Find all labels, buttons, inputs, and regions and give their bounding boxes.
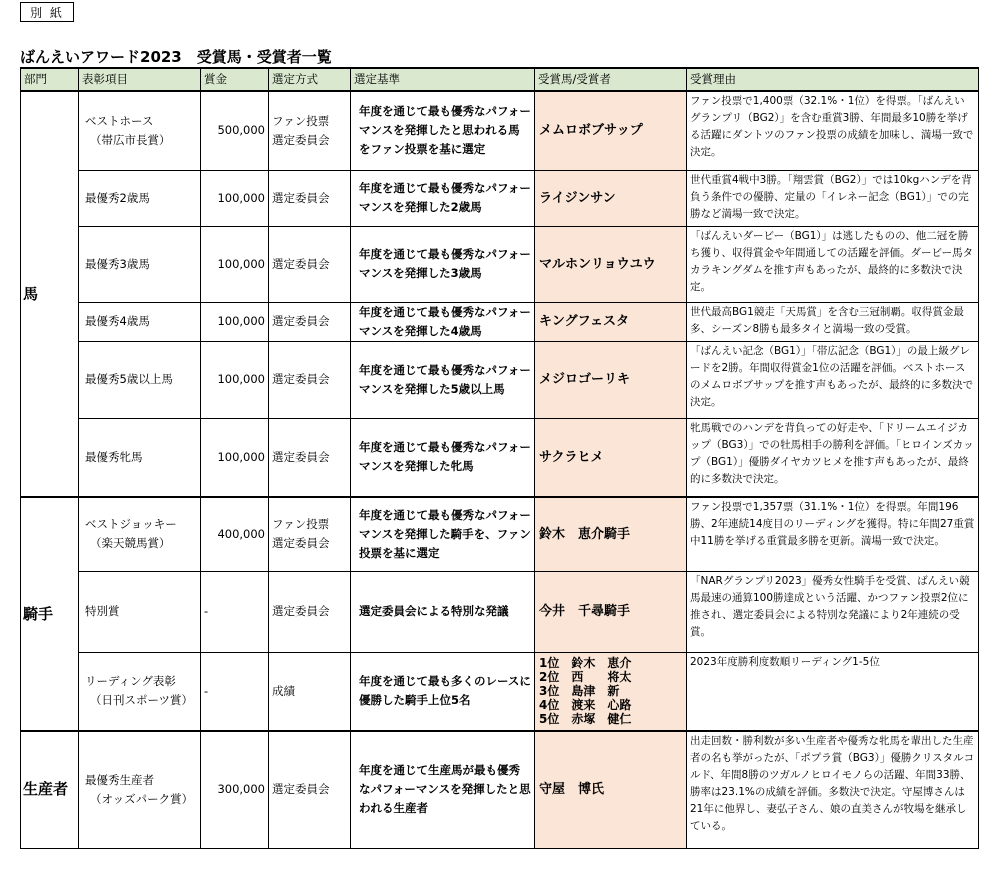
- table-row: [21, 571, 979, 652]
- table-row: [21, 497, 979, 571]
- prize-value: -: [201, 652, 269, 731]
- prize-value: 400,000: [201, 497, 269, 571]
- award-reason: 「ばんえいダービー（BG1）」は逃したものの、他二冠を勝ち獲り、収得賞金や年間通しての活躍を評価。ダービー馬タカラキングダムを推す声もあったが、最終的に多数決で決定。: [687, 226, 979, 302]
- award-reason: ファン投票で1,357票（31.1%・1位）を得票。年間196勝、2年連続14度目のリーディングを獲得。特に年間27重賞中11勝を挙げる重賞最多勝を更新。満場一致で決定。: [687, 497, 979, 571]
- winner: サクラヒメ: [535, 418, 687, 497]
- award-reason: 牝馬戦でのハンデを背負っての好走や、「ドリームエイジカップ（BG3）」での牡馬相手の勝利を評価。「ヒロインズカップ（BG1）」優勝ダイヤカツヒメを推す声もあったが、最終的に多数決で決定。: [687, 418, 979, 497]
- leading-jockeys-list: [535, 652, 687, 731]
- award-name: 特別賞: [79, 571, 201, 652]
- selection-method: ファン投票 選定委員会: [269, 497, 351, 571]
- table-row: [21, 226, 979, 302]
- header-award: 表彰項目: [79, 68, 201, 91]
- award-reason: 出走回数・勝利数が多い生産者や優秀な牝馬を輩出した生産者の名も挙がったが、「ポプラ賞（BG3）」優勝クリスタルコルド、年間8勝のツガルノヒロイモノらの活躍、年間33勝、勝率は23.1%の成績を評価。多数決で決定。守屋博さんは21年に他界し、妻弘子さん、娘の直美さんが牧場を継承している。: [687, 731, 979, 848]
- attachment-tag: 別 紙: [20, 2, 74, 22]
- selection-method: 選定委員会: [269, 302, 351, 341]
- header-reason: 受賞理由: [687, 68, 979, 91]
- winner: 今井 千尋騎手: [535, 571, 687, 652]
- award-reason: 「NARグランプリ2023」優秀女性騎手を受賞、ばんえい競馬最速の通算100勝達成という活躍、かつファン投票2位に推され、選定委員会による特別な発議により2年連続の受賞。: [687, 571, 979, 652]
- header-prize: 賞金: [201, 68, 269, 91]
- prize-value: -: [201, 571, 269, 652]
- selection-criteria: 年度を通じて最も優秀なパフォーマンスを発揮した3歳馬: [351, 226, 535, 302]
- table-row: [21, 341, 979, 418]
- table-row: [21, 170, 979, 226]
- award-name: 最優秀4歳馬: [79, 302, 201, 341]
- table-row: [21, 652, 979, 731]
- selection-criteria: 年度を通じて生産馬が最も優秀なパフォーマンスを発揮したと思われる生産者: [351, 731, 535, 848]
- prize-value: 100,000: [201, 302, 269, 341]
- award-name: 最優秀5歳以上馬: [79, 341, 201, 418]
- award-name: 最優秀牝馬: [79, 418, 201, 497]
- selection-criteria: 年度を通じて最も優秀なパフォーマンスを発揮したと思われる馬をファン投票を基に選定: [351, 91, 535, 170]
- winner: 鈴木 恵介騎手: [535, 497, 687, 571]
- award-name: 最優秀生産者 （オッズパーク賞）: [79, 731, 201, 848]
- dept-jockey: 騎手: [21, 497, 79, 731]
- award-reason: ファン投票で1,400票（32.1%・1位）を得票。「ばんえいグランプリ（BG2）」を含む重賞3勝、年間最多10勝を挙げる活躍にダントツのファン投票の成績を加味し、満場一致で決定。: [687, 91, 979, 170]
- selection-criteria: 年度を通じて最も優秀なパフォーマンスを発揮した騎手を、ファン投票を基に選定: [351, 497, 535, 571]
- winner: メジロゴーリキ: [535, 341, 687, 418]
- selection-criteria: 年度を通じて最も優秀なパフォーマンスを発揮した4歳馬: [351, 302, 535, 341]
- header-winner: 受賞馬/受賞者: [535, 68, 687, 91]
- selection-method: 選定委員会: [269, 341, 351, 418]
- selection-method: ファン投票 選定委員会: [269, 91, 351, 170]
- prize-value: 500,000: [201, 91, 269, 170]
- list-item: 2位 西 将太: [539, 670, 632, 685]
- list-item: 3位 島津 新: [539, 684, 620, 699]
- award-name: 最優秀2歳馬: [79, 170, 201, 226]
- award-reason: 世代重賞4戦中3勝。「翔雲賞（BG2）」では10kgハンデを背負う条件での優勝、定量の「イレネー記念（BG1）」での完勝など満場一致で決定。: [687, 170, 979, 226]
- header-method: 選定方式: [269, 68, 351, 91]
- winner: キングフェスタ: [535, 302, 687, 341]
- selection-method: 選定委員会: [269, 731, 351, 848]
- prize-value: 100,000: [201, 226, 269, 302]
- award-reason: 世代最高BG1競走「天馬賞」を含む三冠制覇。収得賞金最多、シーズン8勝も最多タイと満場一致の受賞。: [687, 302, 979, 341]
- selection-criteria: 選定委員会による特別な発議: [351, 571, 535, 652]
- selection-method: 選定委員会: [269, 418, 351, 497]
- table-row: [21, 731, 979, 848]
- selection-method: 選定委員会: [269, 571, 351, 652]
- list-item: 4位 渡来 心路: [539, 698, 632, 713]
- prize-value: 100,000: [201, 341, 269, 418]
- award-name: ベストホース （帯広市長賞）: [79, 91, 201, 170]
- award-reason: 「ばんえい記念（BG1）」「帯広記念（BG1）」の最上級グレードを2勝。年間収得賞金1位の活躍を評価。ベストホースのメムロボブサップを推す声もあったが、最終的に多数決で決定。: [687, 341, 979, 418]
- selection-criteria: 年度を通じて最も多くのレースに優勝した騎手上位5名: [351, 652, 535, 731]
- selection-method: 選定委員会: [269, 170, 351, 226]
- winner: メムロボブサップ: [535, 91, 687, 170]
- awards-table: [20, 67, 979, 849]
- dept-producer: 生産者: [21, 731, 79, 848]
- selection-criteria: 年度を通じて最も優秀なパフォーマンスを発揮した牝馬: [351, 418, 535, 497]
- award-name: ベストジョッキー （楽天競馬賞）: [79, 497, 201, 571]
- selection-method: 選定委員会: [269, 226, 351, 302]
- dept-horse: 馬: [21, 91, 79, 497]
- winner: マルホンリョウユウ: [535, 226, 687, 302]
- prize-value: 100,000: [201, 418, 269, 497]
- winner: 守屋 博氏: [535, 731, 687, 848]
- selection-criteria: 年度を通じて最も優秀なパフォーマンスを発揮した5歳以上馬: [351, 341, 535, 418]
- award-name: リーディング表彰 （日刊スポーツ賞）: [79, 652, 201, 731]
- selection-criteria: 年度を通じて最も優秀なパフォーマンスを発揮した2歳馬: [351, 170, 535, 226]
- table-header-row: [21, 68, 979, 91]
- prize-value: 300,000: [201, 731, 269, 848]
- table-row: [21, 91, 979, 170]
- award-reason: 2023年度勝利度数順リーディング1-5位: [687, 652, 979, 731]
- award-name: 最優秀3歳馬: [79, 226, 201, 302]
- page-title: ばんえいアワード2023 受賞馬・受賞者一覧: [20, 48, 332, 66]
- selection-method: 成績: [269, 652, 351, 731]
- prize-value: 100,000: [201, 170, 269, 226]
- list-item: 5位 赤塚 健仁: [539, 712, 632, 727]
- header-criteria: 選定基準: [351, 68, 535, 91]
- header-dept: 部門: [21, 68, 79, 91]
- winner: ライジンサン: [535, 170, 687, 226]
- table-row: [21, 302, 979, 341]
- list-item: 1位 鈴木 恵介: [539, 656, 632, 671]
- table-row: [21, 418, 979, 497]
